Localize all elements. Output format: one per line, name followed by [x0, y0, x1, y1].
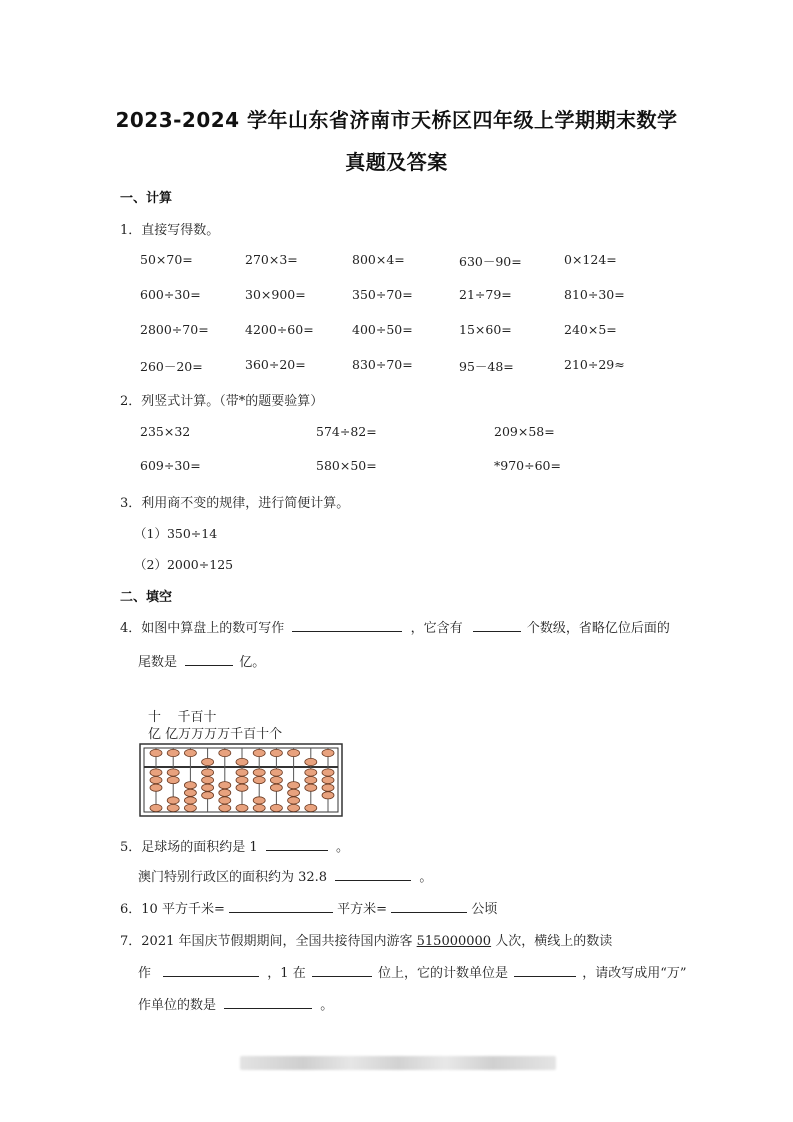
q6-blank-2[interactable]	[391, 898, 467, 913]
page-title-line1: 2023-2024 学年山东省济南市天桥区四年级上学期期末数学	[115, 108, 678, 132]
question-7-line3	[138, 994, 333, 1013]
abacus-lower-bead	[167, 804, 179, 811]
q7-number: 515000000	[416, 934, 492, 949]
question-5-line2	[138, 866, 432, 885]
question-6	[120, 898, 497, 917]
question-7-line2	[138, 962, 687, 981]
abacus-upper-bead	[322, 749, 334, 756]
q3-item: （2）2000÷125	[134, 557, 234, 572]
q1-item: 260－20=	[140, 359, 203, 374]
abacus-upper-bead	[270, 749, 282, 756]
abacus-lower-bead	[184, 789, 196, 796]
q6-text: 6．10 平方千米=	[120, 902, 225, 917]
abacus-lower-bead	[236, 804, 248, 811]
q4-text: 亿。	[239, 655, 266, 670]
q1-item: 210÷29≈	[564, 357, 625, 372]
abacus-upper-bead	[167, 749, 179, 756]
abacus-lower-bead	[305, 804, 317, 811]
abacus-lower-bead	[270, 804, 282, 811]
abacus-lower-bead	[322, 784, 334, 791]
abacus-lower-bead	[236, 769, 248, 776]
q2-item: 580×50=	[316, 458, 377, 473]
abacus-figure	[138, 706, 348, 820]
q1-item: 15×60=	[459, 322, 512, 337]
q2-item: *970÷60=	[494, 458, 561, 473]
abacus-lower-bead	[288, 804, 300, 811]
q4-blank-number[interactable]	[292, 617, 402, 632]
q7-text: 人次，横线上的数读	[495, 934, 613, 949]
q1-item: 30×900=	[245, 287, 306, 302]
abacus-lower-bead	[322, 769, 334, 776]
q7-text: ，1 在	[267, 966, 306, 981]
q1-item: 50×70=	[140, 252, 193, 267]
question-4-line2	[138, 651, 265, 670]
abacus-lower-bead	[184, 797, 196, 804]
abacus-upper-bead	[184, 749, 196, 756]
footer-watermark-blur	[240, 1056, 556, 1070]
abacus-lower-bead	[270, 777, 282, 784]
q1-item: 350÷70=	[352, 287, 413, 302]
abacus-lower-bead	[202, 769, 214, 776]
abacus-lower-bead	[305, 777, 317, 784]
q5-text: 澳门特别行政区的面积约为 32.8	[138, 870, 328, 885]
abacus-lower-bead	[167, 797, 179, 804]
section-heading-calc: 一、计算	[120, 191, 173, 206]
q6-blank-1[interactable]	[229, 898, 333, 913]
question-3-label: 3．利用商不变的规律，进行简便计算。	[120, 496, 350, 511]
abacus-lower-bead	[150, 784, 162, 791]
q2-item: 209×58=	[494, 424, 555, 439]
q1-item: 360÷20=	[245, 357, 306, 372]
abacus-upper-bead	[202, 758, 214, 765]
q5-text: 。	[419, 870, 433, 885]
abacus-lower-bead	[219, 782, 231, 789]
q5-text: 。	[335, 840, 349, 855]
section-heading-fill: 二、填空	[120, 590, 173, 605]
q3-item: （1）350÷14	[134, 526, 218, 541]
abacus-lower-bead	[167, 769, 179, 776]
abacus-lower-bead	[184, 804, 196, 811]
q7-text: 作单位的数是	[138, 998, 217, 1013]
q7-blank-wan[interactable]	[224, 994, 312, 1009]
abacus-lower-bead	[219, 789, 231, 796]
abacus-upper-bead	[305, 758, 317, 765]
q7-blank-read[interactable]	[163, 962, 259, 977]
q1-item: 800×4=	[352, 252, 405, 267]
abacus-lower-bead	[253, 804, 265, 811]
abacus-lower-bead	[270, 769, 282, 776]
q4-blank-levels[interactable]	[473, 617, 521, 632]
q1-item: 0×124=	[564, 252, 617, 267]
abacus-bottom-labels: 亿 亿万万万万千百十个	[148, 727, 283, 742]
q4-text: 4．如图中算盘上的数可写作	[120, 621, 285, 636]
abacus-lower-bead	[288, 789, 300, 796]
abacus-lower-bead	[150, 777, 162, 784]
question-5-line1	[120, 836, 349, 855]
q4-text: 尾数是	[138, 655, 178, 670]
q4-text: ，它含有	[410, 621, 463, 636]
q1-item: 830÷70=	[352, 357, 413, 372]
abacus-lower-bead	[305, 784, 317, 791]
q7-text: 7．2021 年国庆节假期期间，全国共接待国内游客	[120, 934, 413, 949]
q7-text: 。	[320, 998, 334, 1013]
q1-item: 2800÷70=	[140, 322, 209, 337]
q5-text: 5．足球场的面积约是 1	[120, 840, 258, 855]
abacus-lower-bead	[288, 782, 300, 789]
q1-item: 400÷50=	[352, 322, 413, 337]
abacus-lower-bead	[150, 769, 162, 776]
abacus-lower-bead	[167, 777, 179, 784]
abacus-lower-bead	[219, 797, 231, 804]
abacus-upper-bead	[236, 758, 248, 765]
question-4-line1	[120, 617, 670, 636]
abacus-lower-bead	[202, 792, 214, 799]
abacus-upper-bead	[288, 749, 300, 756]
question-7-line1	[120, 930, 612, 949]
q1-item: 600÷30=	[140, 287, 201, 302]
q1-item: 4200÷60=	[245, 322, 314, 337]
abacus-lower-bead	[253, 769, 265, 776]
q1-item: 95－48=	[459, 359, 514, 374]
abacus-lower-bead	[322, 792, 334, 799]
abacus-lower-bead	[236, 784, 248, 791]
q1-item: 270×3=	[245, 252, 298, 267]
q4-blank-approx[interactable]	[185, 651, 233, 666]
q1-item: 630－90=	[459, 254, 522, 269]
abacus-lower-bead	[305, 769, 317, 776]
q5-blank-2[interactable]	[335, 866, 411, 881]
q1-item: 21÷79=	[459, 287, 512, 302]
abacus-lower-bead	[150, 804, 162, 811]
abacus-lower-bead	[236, 777, 248, 784]
abacus-upper-bead	[219, 749, 231, 756]
abacus-rods	[150, 748, 334, 812]
q2-item: 609÷30=	[140, 458, 201, 473]
abacus-lower-bead	[219, 804, 231, 811]
q2-item: 574÷82=	[316, 424, 377, 439]
q6-text: 平方米=	[337, 902, 388, 917]
abacus-upper-bead	[253, 749, 265, 756]
q4-text: 个数级，省略亿位后面的	[526, 621, 670, 636]
abacus-lower-bead	[202, 777, 214, 784]
abacus-upper-bead	[150, 749, 162, 756]
q1-item: 810÷30=	[564, 287, 625, 302]
q2-item: 235×32	[140, 424, 191, 439]
question-1-label: 1．直接写得数。	[120, 223, 220, 238]
q7-text: ，请改写成用“万”	[582, 966, 687, 981]
page-title-line2: 真题及答案	[345, 150, 448, 174]
q5-blank-1[interactable]	[266, 836, 328, 851]
q7-text: 位上，它的计数单位是	[377, 966, 508, 981]
abacus-lower-bead	[253, 777, 265, 784]
abacus-lower-bead	[184, 782, 196, 789]
q7-blank-unit[interactable]	[514, 962, 576, 977]
abacus-top-labels: 十 千百十	[148, 710, 217, 725]
abacus-lower-bead	[322, 777, 334, 784]
abacus-lower-bead	[270, 784, 282, 791]
q7-text: 作	[138, 966, 152, 981]
abacus-lower-bead	[202, 784, 214, 791]
q7-blank-position[interactable]	[312, 962, 372, 977]
q1-item: 240×5=	[564, 322, 617, 337]
question-2-label: 2．列竖式计算。（带*的题要验算）	[120, 394, 324, 409]
abacus-lower-bead	[288, 797, 300, 804]
q6-text: 公顷	[471, 902, 498, 917]
abacus-lower-bead	[253, 797, 265, 804]
